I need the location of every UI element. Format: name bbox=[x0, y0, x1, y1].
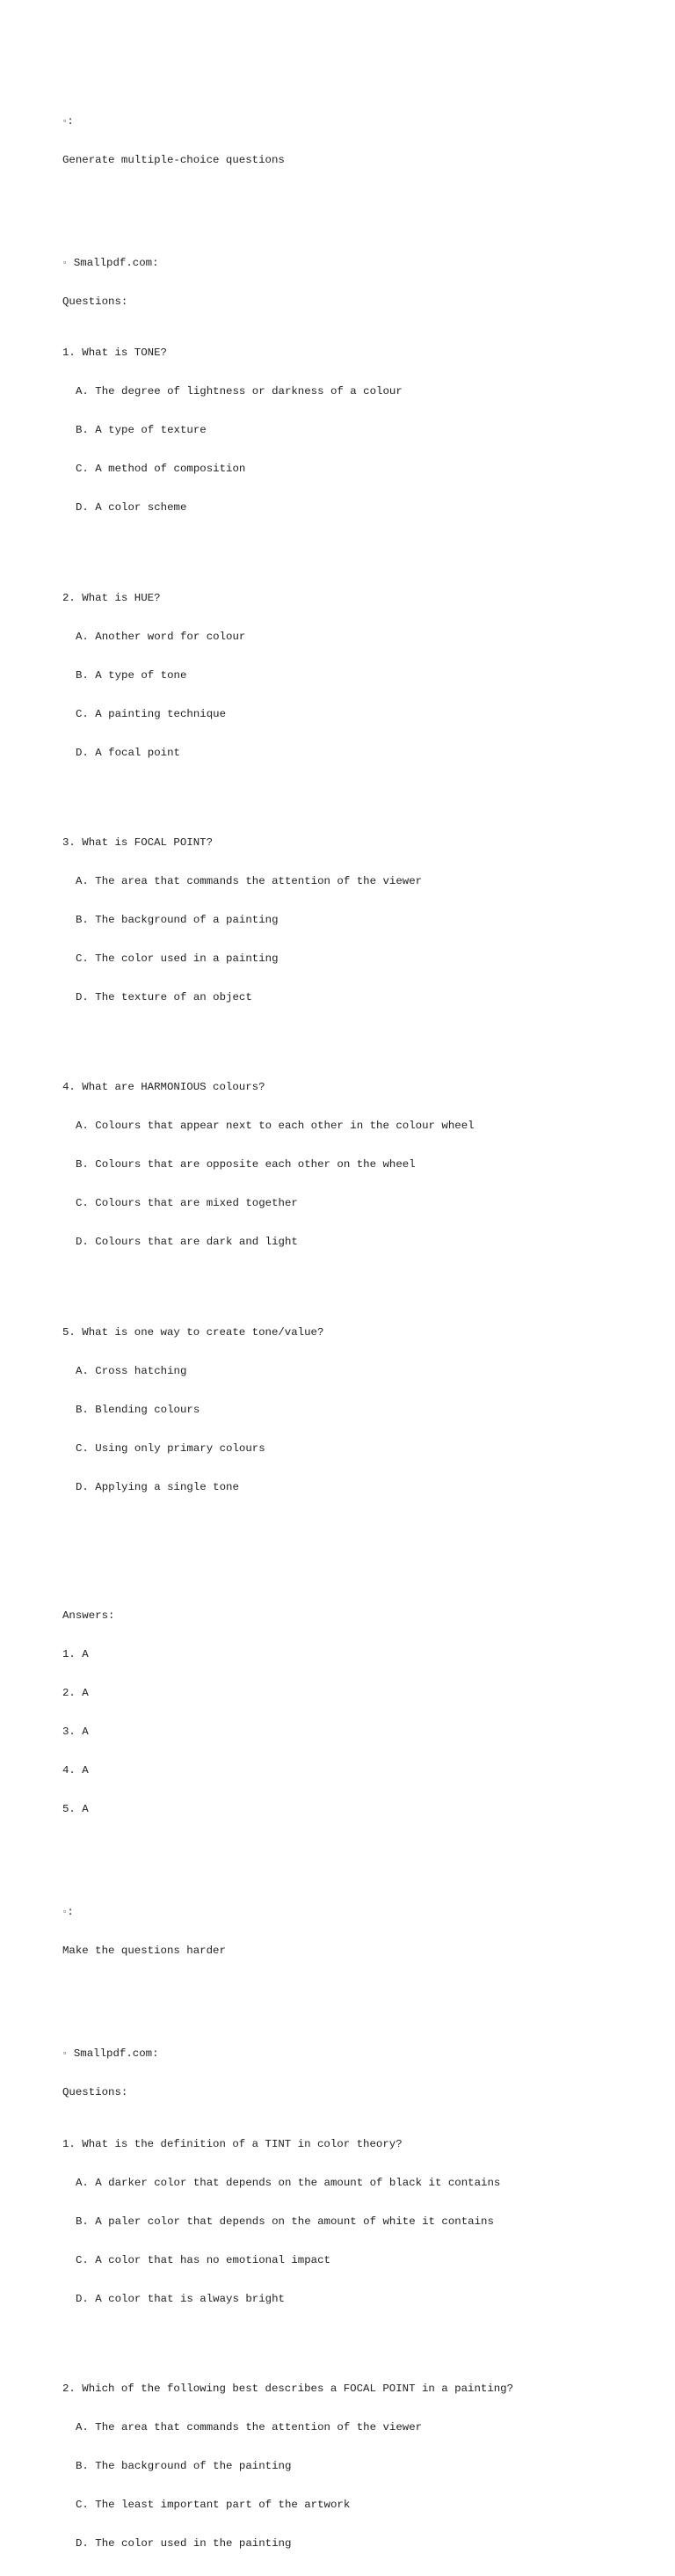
questions-heading: Questions: bbox=[62, 295, 128, 308]
answer-option: C. Using only primary colours bbox=[76, 1441, 265, 1455]
user-speaker-label: : bbox=[67, 114, 74, 128]
answer-key-item: 4. A bbox=[62, 1764, 89, 1777]
answer-option: C. A color that has no emotional impact bbox=[76, 2253, 330, 2266]
answer-option: D. Colours that are dark and light bbox=[76, 1236, 298, 1249]
answer-option: B. The background of a painting bbox=[76, 914, 279, 927]
questions-heading: Questions: bbox=[62, 2086, 128, 2099]
answer-option: B. A paler color that depends on the amount of white it contains bbox=[76, 2215, 494, 2228]
user-prompt-text: Generate multiple-choice questions bbox=[62, 153, 285, 166]
answer-option: A. Colours that appear next to each other in the colour wheel bbox=[76, 1120, 475, 1133]
user-prompt-text: Make the questions harder bbox=[62, 1945, 226, 1958]
assistant-avatar-icon: ▫ bbox=[62, 2049, 68, 2059]
answer-option: C. The color used in a painting bbox=[76, 952, 279, 965]
answer-option: C. The least important part of the artwork bbox=[76, 2499, 351, 2512]
answer-option: A. The area that commands the attention of the viewer bbox=[76, 2421, 423, 2434]
answer-option: A. The degree of lightness or darkness of a colour bbox=[76, 385, 403, 398]
answer-option: A. Another word for colour bbox=[76, 630, 246, 643]
user-avatar-icon: ▫ bbox=[62, 1908, 68, 1917]
answer-option: D. The color used in the painting bbox=[76, 2537, 292, 2550]
answer-option: A. The area that commands the attention of the viewer bbox=[76, 875, 423, 888]
answer-option: D. A focal point bbox=[76, 746, 180, 759]
answer-option: B. Blending colours bbox=[76, 1403, 200, 1416]
answer-option: C. A painting technique bbox=[76, 707, 227, 720]
assistant-speaker-line bbox=[62, 2047, 660, 2061]
question-text: 1. What is the definition of a TINT in color theory? bbox=[62, 2137, 403, 2150]
question-text: 2. What is HUE? bbox=[62, 591, 161, 604]
answer-option: D. Applying a single tone bbox=[76, 1480, 239, 1493]
answer-option: A. A darker color that depends on the amount of black it contains bbox=[76, 2176, 501, 2189]
question-text: 3. What is FOCAL POINT? bbox=[62, 836, 214, 850]
answer-key-item: 1. A bbox=[62, 1648, 89, 1661]
answer-option: B. A type of texture bbox=[76, 424, 207, 437]
user-avatar-icon: ▫ bbox=[62, 116, 68, 126]
user-speaker-line bbox=[62, 115, 660, 128]
answer-option: D. A color that is always bright bbox=[76, 2292, 285, 2305]
answer-option: B. The background of the painting bbox=[76, 2460, 292, 2473]
answer-option: A. Cross hatching bbox=[76, 1364, 187, 1377]
question-text: 1. What is TONE? bbox=[62, 347, 167, 360]
assistant-avatar-icon: ▫ bbox=[62, 258, 68, 267]
assistant-speaker-label: Smallpdf.com: bbox=[67, 256, 159, 269]
answer-option: D. The texture of an object bbox=[76, 990, 252, 1003]
answer-key-item: 3. A bbox=[62, 1726, 89, 1739]
answer-key-item: 2. A bbox=[62, 1687, 89, 1700]
answer-option: B. Colours that are opposite each other on the wheel bbox=[76, 1158, 416, 1171]
question-text: 2. Which of the following best describes a FOCAL POINT in a painting? bbox=[62, 2383, 514, 2396]
answer-option: B. A type of tone bbox=[76, 668, 187, 682]
user-speaker-line bbox=[62, 1906, 660, 1919]
assistant-speaker-line bbox=[62, 257, 660, 270]
question-text: 4. What are HARMONIOUS colours? bbox=[62, 1081, 265, 1094]
answer-key-item: 5. A bbox=[62, 1802, 89, 1815]
user-speaker-label: : bbox=[67, 1906, 74, 1919]
assistant-speaker-label: Smallpdf.com: bbox=[67, 2047, 159, 2061]
answer-option: C. A method of composition bbox=[76, 463, 246, 476]
answer-option: C. Colours that are mixed together bbox=[76, 1197, 298, 1210]
question-text: 5. What is one way to create tone/value? bbox=[62, 1325, 324, 1339]
answers-heading: Answers: bbox=[62, 1609, 115, 1623]
answer-option: D. A color scheme bbox=[76, 501, 187, 514]
chat-transcript bbox=[62, 63, 660, 2576]
